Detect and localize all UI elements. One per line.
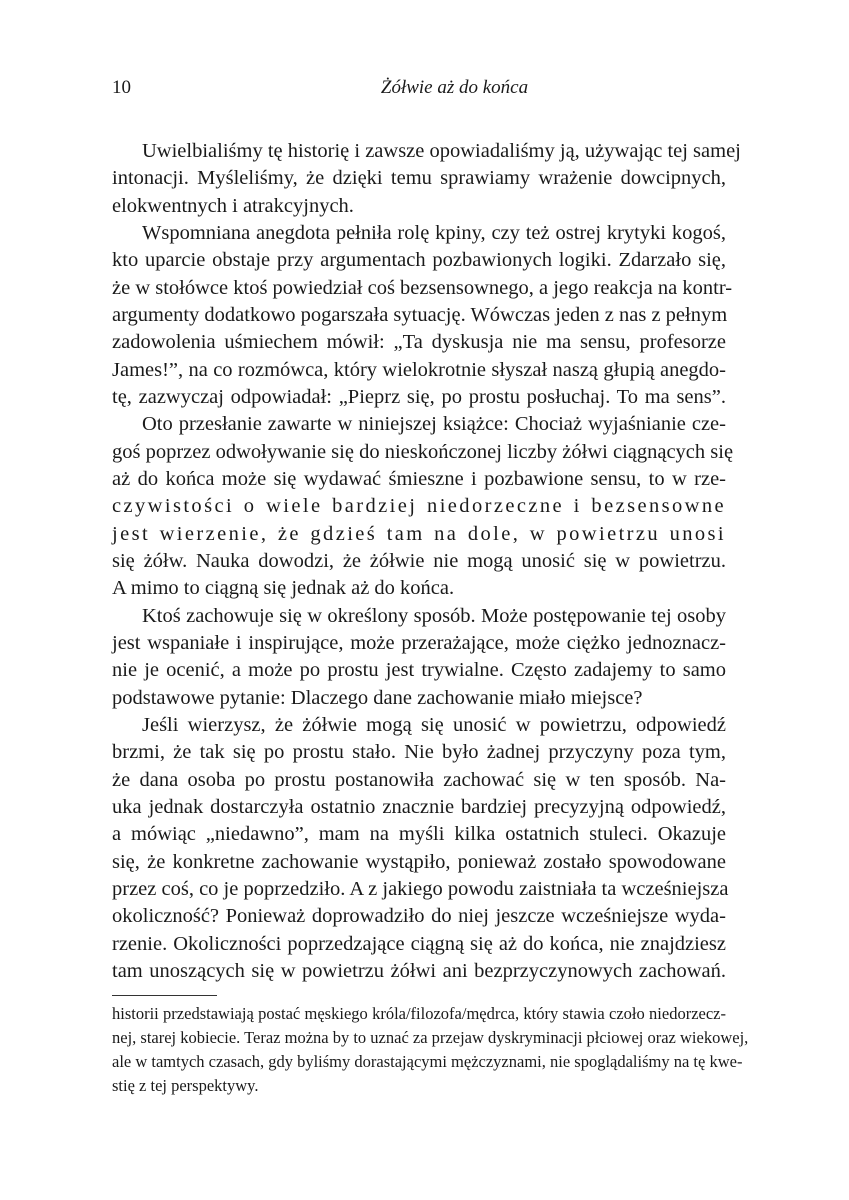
text-line: a mówiąc „niedawno”, mam na myśli kilka ostatnich stuleci. Okazuje: [112, 823, 726, 846]
text-line: Jeśli wierzysz, że żółwie mogą się unosić w powietrzu, odpowiedź: [142, 713, 726, 736]
footnote-divider: [112, 995, 217, 996]
text-line: zadowolenia uśmiechem mówił: „Ta dyskusja nie ma sensu, profesorze: [112, 331, 726, 354]
text-line: tę, zazwyczaj odpowiadał: „Pieprz się, po prostu posłuchaj. To ma sens”.: [112, 385, 726, 408]
text-line: Oto przesłanie zawarte w niniejszej książce: Chociaż wyjaśnianie cze-: [142, 413, 726, 436]
text-line: że w stołówce ktoś powiedział coś bezsensownego, a jego reakcja na kontr-: [112, 276, 733, 299]
text-line: aż do końca może się wydawać śmieszne i pozbawione sensu, to w rze-: [112, 467, 726, 490]
text-line: brzmi, że tak się po prostu stało. Nie było żadnej przyczyny poza tym,: [112, 741, 726, 764]
text-line: nie je ocenić, a może po prostu jest trywialne. Często zadajemy to samo: [112, 659, 726, 682]
text-line: Ktoś zachowuje się w określony sposób. Może postępowanie tej osoby: [142, 604, 726, 627]
text-line: Wspomniana anegdota pełniła rolę kpiny, czy też ostrej krytyki kogoś,: [142, 221, 726, 244]
footnote-line: nej, starej kobiecie. Teraz można by to uznać za przejaw dyskryminacji płciowej oraz wiekowej,: [112, 1028, 749, 1047]
text-line: uka jednak dostarczyła ostatnio znacznie bardziej precyzyjną odpowiedź,: [112, 795, 726, 818]
text-line: tam unoszących się w powietrzu żółwi ani bezprzyczynowych zachowań.: [112, 959, 726, 982]
footnote-line: ale w tamtych czasach, gdy byliśmy dorastającymi mężczyznami, nie spoglądaliśmy na tę kwe-: [112, 1052, 743, 1071]
text-line: A mimo to ciągną się jednak aż do końca.: [112, 577, 455, 600]
text-line: okoliczność? Ponieważ doprowadziło do niej jeszcze wcześniejsze wyda-: [112, 905, 726, 928]
text-line: czywistości o wiele bardziej niedorzeczne i bezsensowne: [112, 495, 726, 518]
text-line: podstawowe pytanie: Dlaczego dane zachowanie miało miejsce?: [112, 686, 643, 709]
text-line: przez coś, co je poprzedziło. A z jakiego powodu zaistniała ta wcześniejsza: [112, 877, 729, 900]
running-title: Żółwie aż do końca: [380, 77, 529, 98]
body-text: [112, 138, 741, 985]
footnote-line: stię z tej perspektywy.: [112, 1076, 259, 1095]
text-line: kto uparcie obstaje przy argumentach pozbawionych logiki. Zdarzało się,: [112, 249, 726, 272]
text-line: intonacji. Myśleliśmy, że dzięki temu sprawiamy wrażenie dowcipnych,: [112, 167, 726, 190]
text-line: Uwielbialiśmy tę historię i zawsze opowiadaliśmy ją, używając tej samej: [142, 140, 741, 162]
text-line: goś poprzez odwoływanie się do nieskończonej liczby żółwi ciągnących się: [112, 440, 734, 463]
footnote: [112, 1002, 749, 1098]
text-line: jest wspaniałe i inspirujące, może przerażające, może ciężko jednoznacz-: [112, 631, 726, 654]
text-line: rzenie. Okoliczności poprzedzające ciągną się aż do końca, nie znajdziesz: [112, 932, 726, 955]
footnote-line: historii przedstawiają postać męskiego króla/filozofa/mędrca, który stawia czoło niedorzecz-: [112, 1004, 726, 1023]
text-line: że dana osoba po prostu postanowiła zachować się w ten sposób. Na-: [112, 768, 726, 791]
text-line: jest wierzenie, że gdzieś tam na dole, w powietrzu unosi: [112, 522, 726, 545]
text-line: elokwentnych i atrakcyjnych.: [112, 194, 354, 217]
text-line: się żółw. Nauka dowodzi, że żółwie nie mogą unosić się w powietrzu.: [112, 549, 726, 572]
page-number: 10: [112, 77, 131, 98]
text-line: James!”, na co rozmówca, który wielokrotnie słyszał naszą głupią anegdo-: [112, 358, 726, 381]
text-line: się, że konkretne zachowanie wystąpiło, ponieważ zostało spowodowane: [112, 850, 726, 873]
text-line: argumenty dodatkowo pogarszała sytuację. Wówczas jeden z nas z pełnym: [112, 303, 728, 326]
